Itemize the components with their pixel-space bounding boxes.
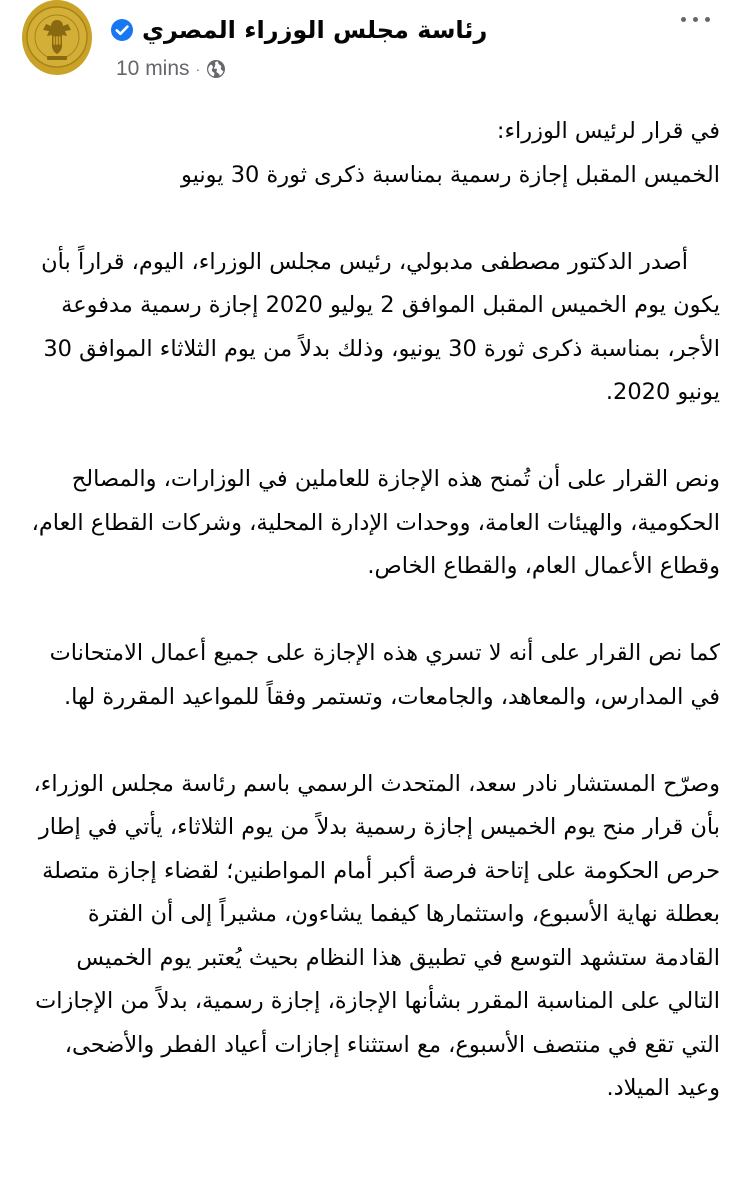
meta-separator: · xyxy=(195,61,201,77)
post-paragraph: كما نص القرار على أنه لا تسري هذه الإجازة على جميع أعمال الامتحانات في المدارس، والمعاهد، والجامعات، وتستمر وفقاً للمواعيد المقررة لها. xyxy=(49,640,720,710)
more-options-icon xyxy=(705,17,710,22)
more-options-button[interactable] xyxy=(676,8,716,32)
post-timestamp[interactable]: 10 mins xyxy=(116,57,190,80)
post-paragraph: وصرّح المستشار نادر سعد، المتحدث الرسمي باسم رئاسة مجلس الوزراء، بأن قرار منح يوم الخميس إجازة رسمية بدلاً من يوم الثلاثاء، يأتي في إطار حرص الحكومة على إتاحة فرصة أكبر أمام المواطنين؛ لقضاء إجازة متصلة بعطلة نهاية الأسبوع، واستثمارها كيفما يشاءون، مشيراً إلى أن الفترة القادمة ستشهد التوسع في تطبيق هذا النظام بحيث يُعتبر يوم الخميس التالي على المناسبة المقرر بشأنها الإجازة، إجازة رسمية، بدلاً من الإجازات التي تقع في منتصف الأسبوع، مع استثناء إجازات أعياد الفطر والأضحى، وعيد الميلاد. xyxy=(33,770,720,1101)
more-options-icon xyxy=(693,17,698,22)
post-meta xyxy=(116,55,226,83)
post-header xyxy=(0,0,744,100)
post-paragraph: أصدر الدكتور مصطفى مدبولي، رئيس مجلس الوزراء، اليوم، قراراً بأن يكون يوم الخميس المقبل الموافق 2 يوليو 2020 إجازة رسمية مدفوعة الأجر، بمناسبة ذكرى ثورة 30 يونيو، وذلك بدلاً من يوم الثلاثاء الموافق 30 يونيو 2020. xyxy=(41,248,720,405)
page-name[interactable]: رئاسة مجلس الوزراء المصري xyxy=(142,16,488,44)
more-options-icon xyxy=(681,17,686,22)
post-paragraph: ونص القرار على أن تُمنح هذه الإجازة للعاملين في الوزارات، والمصالح الحكومية، والهيئات العامة، ووحدات الإدارة المحلية، وشركات القطاع العام، وقطاع الأعمال العام، والقطاع الخاص. xyxy=(31,466,720,579)
post-body xyxy=(20,110,720,1111)
globe-icon[interactable] xyxy=(206,59,226,79)
post-headline: في قرار لرئيس الوزراء: الخميس المقبل إجازة رسمية بمناسبة ذكرى ثورة 30 يونيو xyxy=(180,118,720,188)
page-name-row xyxy=(110,12,487,48)
page-avatar[interactable] xyxy=(22,0,92,75)
verified-badge-icon xyxy=(110,18,134,42)
egypt-seal-icon xyxy=(22,0,92,75)
